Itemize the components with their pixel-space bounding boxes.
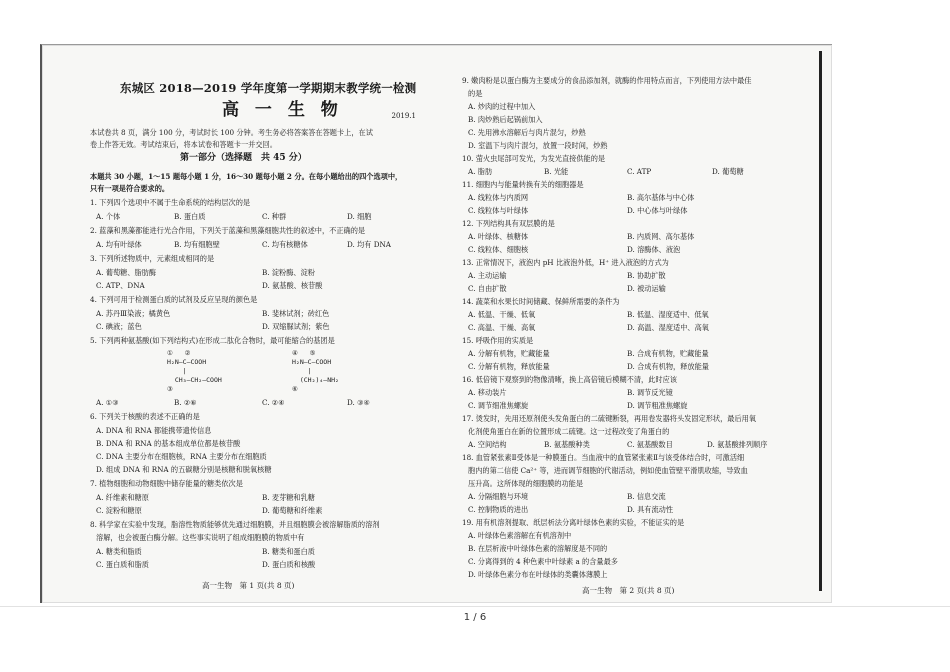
- viewer-divider: [0, 606, 950, 607]
- option: B. 调节反光镜: [627, 388, 673, 397]
- exam-page-2: [442, 45, 818, 603]
- question-stem: 4. 下列可用于检测蛋白质的试剂及反应呈现的颜色是: [90, 295, 258, 304]
- option: A. DNA 和 RNA 都能携带遗传信息: [96, 426, 212, 435]
- option: A. 叶绿体色素溶解在有机溶剂中: [468, 531, 572, 540]
- option: B. 氨基酸种类: [544, 440, 590, 449]
- question-stem: 10. 萤火虫尾部可发光，为发光直接供能的是: [462, 154, 606, 163]
- option: D. 溶酶体、液泡: [627, 245, 681, 254]
- option: B. 淀粉酶、淀粉: [262, 268, 315, 277]
- option: D. 双缩脲试剂；紫色: [262, 322, 330, 331]
- option: B. 麦芽糖和乳糖: [262, 493, 315, 502]
- option: A. 低温、干燥、低氧: [468, 310, 536, 319]
- option: B. 光能: [544, 167, 569, 176]
- question-stem: 7. 植物细胞和动物细胞中储存能量的糖类依次是: [90, 479, 243, 488]
- option: B. 高尔基体与中心体: [627, 193, 695, 202]
- amino-acid-structure-right: ④ ⑤ H₂N—C—COOH | (CH₂)₄—NH₂ ⑥: [292, 349, 339, 393]
- option: B. 糖类和蛋白质: [262, 547, 315, 556]
- option: D. 蛋白质和核酸: [262, 560, 316, 569]
- option: A. 均有叶绿体: [96, 240, 142, 249]
- option: B. 斐林试剂；砖红色: [262, 309, 330, 318]
- option: D. 组成 DNA 和 RNA 的五碳糖分别是核糖和脱氧核糖: [96, 465, 272, 474]
- question-stem: 14. 蔬菜和水果长时间储藏、保鲜所需要的条件为: [462, 297, 620, 306]
- page-indicator: 1 / 6: [463, 612, 487, 623]
- option: A. 线粒体与内质网: [468, 193, 529, 202]
- question-stem: 17. 烫发时，先用还原剂使头发角蛋白的二硫键断裂，再用卷发器将头发固定形状，最后用氧: [462, 414, 757, 423]
- option: A. 苏丹Ⅲ染液；橘黄色: [96, 309, 171, 318]
- intro-text: 本试卷共 8 页，满分 100 分，考试时长 100 分钟。考生务必将答案答在答题卡上，在试 卷上作答无效。考试结束后，将本试卷和答题卡一并交回。: [90, 128, 373, 149]
- question-stem: 3. 下列所述物质中，元素组成相同的是: [90, 254, 215, 263]
- option: A. 分隔细胞与环境: [468, 492, 529, 501]
- option: D. 高温、湿度适中、高氧: [627, 323, 709, 332]
- question-stem: 15. 呼吸作用的实质是: [462, 336, 534, 345]
- option: A. 纤维素和糖原: [96, 493, 149, 502]
- option: A. 分解有机物，贮藏能量: [468, 349, 550, 358]
- option: B. 合成有机物，贮藏能量: [627, 349, 709, 358]
- option: C. 控制物质的进出: [468, 505, 529, 514]
- question-stem: 18. 血管紧张素Ⅱ受体是一种膜蛋白。当血液中的血管紧张素Ⅱ与该受体结合时，可激活细: [462, 453, 745, 462]
- question-stem: 5. 下列两种氨基酸(如下列结构式)在形成二肽化合物时，最可能缩合的基团是: [90, 336, 335, 345]
- scanned-exam-sheet: [40, 44, 832, 603]
- option: C. 分解有机物，释放能量: [468, 362, 550, 371]
- question-stem-cont: 化剂使角蛋白在新的位置形成二硫键。这一过程改变了角蛋白的: [468, 427, 670, 436]
- option: B. 协助扩散: [627, 271, 666, 280]
- question-stem: 16. 低倍镜下观察到的物像清晰，换上高倍镜后模糊不清，此时应该: [462, 375, 677, 384]
- option: C. ATP: [627, 167, 652, 176]
- question-stem: 12. 下列结构具有双层膜的是: [462, 219, 555, 228]
- option: D. ③④: [347, 398, 370, 407]
- option: C. ②④: [262, 398, 285, 407]
- exam-title: 东城区 2018—2019 学年度第一学期期末教学统一检测: [120, 81, 417, 95]
- option: C. 自由扩散: [468, 284, 507, 293]
- option: C. 种群: [262, 212, 287, 221]
- option: B. 信息交流: [627, 492, 666, 501]
- page-footer: 高一生物 第 2 页(共 8 页): [582, 586, 675, 595]
- question-stem: 19. 用有机溶剂提取、纸层析法分离叶绿体色素的实验，不能证实的是: [462, 518, 685, 527]
- section-title: 第一部分（选择题 共 45 分）: [180, 153, 307, 163]
- option: A. 脂肪: [468, 167, 493, 176]
- exam-date: 2019.1: [391, 112, 416, 120]
- option: C. 均有核糖体: [262, 240, 308, 249]
- option: A. ①③: [96, 398, 119, 407]
- option: C. 氨基酸数目: [627, 440, 673, 449]
- option: C. 碘液；蓝色: [96, 322, 142, 331]
- subject-title: 高 一 生 物: [222, 100, 343, 120]
- question-stem: 13. 正常情况下，液泡内 pH 比液泡外低，H⁺ 进入液泡的方式为: [462, 258, 669, 267]
- question-stem: 6. 下列关于核酸的表述不正确的是: [90, 412, 200, 421]
- option: A. 葡萄糖、脂肪酶: [96, 268, 157, 277]
- option: C. 线粒体与叶绿体: [468, 206, 529, 215]
- option: D. 氨基酸排列顺序: [707, 440, 768, 449]
- option: D. 细胞: [347, 212, 372, 221]
- option: D. 中心体与叶绿体: [627, 206, 688, 215]
- option: C. 蛋白质和脂质: [96, 560, 149, 569]
- option: D. 调节粗准焦螺旋: [627, 401, 688, 410]
- question-stem-cont: 压升高。这所体现的细胞膜的功能是: [468, 479, 584, 488]
- option: D. 叶绿体色素分布在叶绿体的类囊体薄膜上: [468, 570, 608, 579]
- option: B. 均有细胞壁: [174, 240, 220, 249]
- option: B. 蛋白质: [174, 212, 206, 221]
- option: D. 葡萄糖: [712, 167, 744, 176]
- option: B. 内质网、高尔基体: [627, 232, 695, 241]
- option: A. 个体: [96, 212, 121, 221]
- question-stem: 2. 蓝藻和黑藻都能进行光合作用，下列关于蓝藻和黑藻细胞共性的叙述中，不正确的是: [90, 226, 366, 235]
- option: C. DNA 主要分布在细胞核，RNA 主要分布在细胞质: [96, 452, 267, 461]
- option: B. DNA 和 RNA 的基本组成单位都是核苷酸: [96, 439, 241, 448]
- option: D. 葡萄糖和纤维素: [262, 506, 323, 515]
- option: A. 糖类和脂质: [96, 547, 142, 556]
- option: C. 先用沸水溶解后与肉片混匀，炒熟: [468, 128, 586, 137]
- option: D. 被动运输: [627, 284, 666, 293]
- option: C. 分离得到的 4 种色素中叶绿素 a 的含量最多: [468, 557, 618, 566]
- page-footer: 高一生物 第 1 页(共 8 页): [202, 581, 295, 590]
- option: C. ATP、DNA: [96, 281, 145, 290]
- option: D. 均有 DNA: [347, 240, 391, 249]
- option: C. 线粒体、细胞核: [468, 245, 529, 254]
- scan-edge: [819, 51, 822, 591]
- option: D. 室温下与肉片混匀，放置一段时间，炒熟: [468, 141, 608, 150]
- option: C. 调节细准焦螺旋: [468, 401, 529, 410]
- question-stem: 11. 细胞内与能量转换有关的细胞器是: [462, 180, 584, 189]
- option: D. 具有流动性: [627, 505, 674, 514]
- option: D. 氨基酸、核苷酸: [262, 281, 323, 290]
- question-stem-cont: 胞内的第二信使 Ca²⁺ 等，进而调节细胞的代谢活动，例如使血管壁平滑肌收缩，导致血: [468, 466, 748, 475]
- option: A. 移动装片: [468, 388, 507, 397]
- question-stem: 1. 下列四个选项中不属于生命系统的结构层次的是: [90, 198, 251, 207]
- option: B. 低温、湿度适中、低氧: [627, 310, 709, 319]
- option: C. 高温、干燥、高氧: [468, 323, 536, 332]
- option: A. 炒肉的过程中加入: [468, 102, 536, 111]
- option: A. 主动运输: [468, 271, 507, 280]
- question-stem: 9. 嫩肉粉是以蛋白酶为主要成分的食品添加剂，就酶的作用特点而言，下列使用方法中最佳: [462, 76, 752, 85]
- option: C. 淀粉和糖原: [96, 506, 142, 515]
- option: B. ②⑥: [174, 398, 197, 407]
- option: A. 空间结构: [468, 440, 507, 449]
- option: B. 肉炒熟后起锅前加入: [468, 115, 543, 124]
- section-note: 本题共 30 小题，1～15 题每小题 1 分，16～30 题每小题 2 分。在每小题给出的四个选项中， 只有一项是符合要求的。: [90, 172, 403, 193]
- option: D. 合成有机物，释放能量: [627, 362, 709, 371]
- amino-acid-structure-left: ① ② H₂N—C—COOH | CH₃—CH₂—COOH ③: [167, 349, 222, 393]
- question-stem-cont: 的是: [468, 89, 483, 98]
- question-stem-cont: 溶解，也会被蛋白酶分解。这些事实说明了组成细胞膜的物质中有: [96, 533, 305, 542]
- option: B. 在层析液中叶绿体色素的溶解度是不同的: [468, 544, 608, 553]
- exam-page-1: [62, 45, 434, 603]
- question-stem: 8. 科学家在实验中发现，脂溶性物质能够优先通过细胞膜，并且细胞膜会被溶解脂质的溶剂: [90, 520, 380, 529]
- option: A. 叶绿体、核糖体: [468, 232, 529, 241]
